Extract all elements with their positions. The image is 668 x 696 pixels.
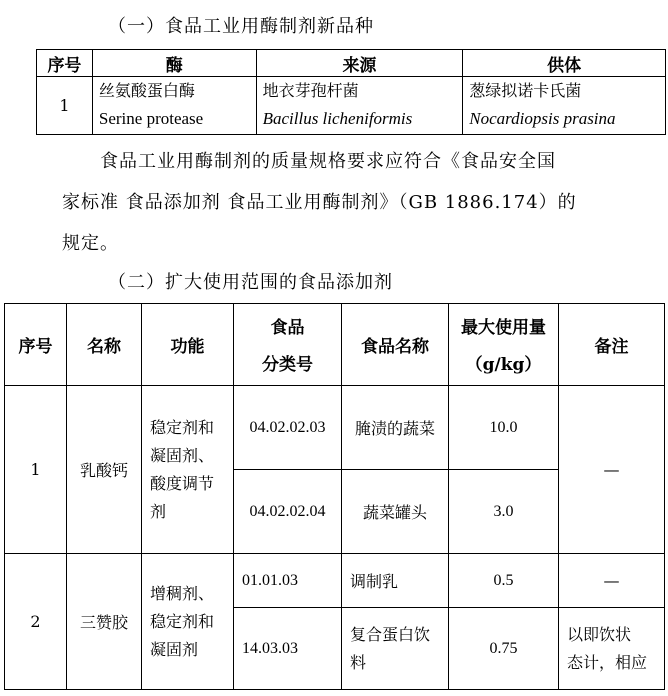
paragraph-line-1: 食品工业用酶制剂的质量规格要求应符合《食品安全国 [100, 151, 556, 172]
donor-cn: 葱绿拟诺卡氏菌 [469, 81, 582, 100]
row-no: 1 [37, 77, 93, 135]
row1-no: 1 [5, 386, 67, 554]
function-line: 凝固剂、 [150, 445, 215, 465]
header-max-use-line1: 最大使用量 [461, 317, 546, 338]
row2-item2-food [342, 608, 449, 690]
additive-table-header [5, 304, 665, 386]
row2-item1-remark: — [559, 554, 665, 608]
food-line: 料 [350, 652, 367, 672]
header-source: 来源 [256, 50, 463, 77]
section1-title: （一）食品工业用酶制剂新品种 [108, 16, 374, 37]
header-max-use-line2: （g/kg） [465, 354, 542, 375]
row2-item1-max: 0.5 [449, 554, 559, 608]
header-category [234, 304, 342, 386]
table-row [37, 77, 666, 135]
header-no: 序号 [37, 50, 93, 77]
function-line: 稳定剂和 [150, 417, 215, 437]
row2-name: 三赞胶 [67, 554, 142, 690]
header-donor: 供体 [463, 50, 666, 77]
function-line: 稳定剂和 [150, 611, 215, 631]
row1-item2-max: 3.0 [449, 470, 559, 554]
header-name: 名称 [67, 304, 142, 386]
row1-item2-code: 04.02.02.04 [234, 470, 342, 554]
row1-item1-food: 腌渍的蔬菜 [342, 386, 449, 470]
enzyme-table-header [37, 50, 666, 77]
donor-latin: Nocardiopsis prasina [469, 109, 616, 128]
header-function: 功能 [142, 304, 234, 386]
food-line: 复合蛋白饮 [350, 624, 431, 644]
row2-item2-max: 0.75 [449, 608, 559, 690]
header-remark: 备注 [559, 304, 665, 386]
header-category-line1: 食品 [270, 317, 305, 338]
function-line: 增稠剂、 [150, 583, 215, 603]
function-line: 剂 [150, 501, 167, 521]
row1-remark: — [559, 386, 665, 554]
remark-line: 以即饮状 [567, 624, 632, 644]
row2-function [142, 554, 234, 690]
section2-title: （二）扩大使用范围的食品添加剂 [108, 272, 393, 293]
row1-item2-food: 蔬菜罐头 [342, 470, 449, 554]
table-row [5, 386, 665, 470]
row2-item2-code: 14.03.03 [234, 608, 342, 690]
row1-item1-code: 04.02.02.03 [234, 386, 342, 470]
row2-item1-code: 01.01.03 [234, 554, 342, 608]
source-cell [256, 77, 463, 135]
enzyme-cell [92, 77, 256, 135]
row1-function [142, 386, 234, 554]
paragraph-line-3: 规定。 [62, 233, 119, 254]
donor-cell [463, 77, 666, 135]
header-category-line2: 分类号 [262, 354, 313, 375]
additive-table [4, 303, 665, 690]
row2-item1-food: 调制乳 [342, 554, 449, 608]
table-row [5, 554, 665, 608]
source-latin: Bacillus licheniformis [262, 109, 413, 128]
header-food-name: 食品名称 [342, 304, 449, 386]
enzyme-cn: 丝氨酸蛋白酶 [98, 81, 195, 100]
row2-item2-remark [559, 608, 665, 690]
row2-no: 2 [5, 554, 67, 690]
header-no: 序号 [5, 304, 67, 386]
function-line: 凝固剂 [150, 639, 199, 659]
enzyme-en: Serine protease [98, 109, 204, 128]
paragraph-line-2: 家标准 食品添加剂 食品工业用酶制剂》（GB 1886.174）的 [62, 192, 577, 213]
function-line: 酸度调节 [150, 473, 215, 493]
header-enzyme: 酶 [92, 50, 256, 77]
row1-name: 乳酸钙 [67, 386, 142, 554]
remark-line: 态计，相应 [567, 652, 648, 672]
enzyme-table [36, 49, 666, 135]
source-cn: 地衣芽孢杆菌 [262, 81, 359, 100]
header-max-use [449, 304, 559, 386]
row1-item1-max: 10.0 [449, 386, 559, 470]
